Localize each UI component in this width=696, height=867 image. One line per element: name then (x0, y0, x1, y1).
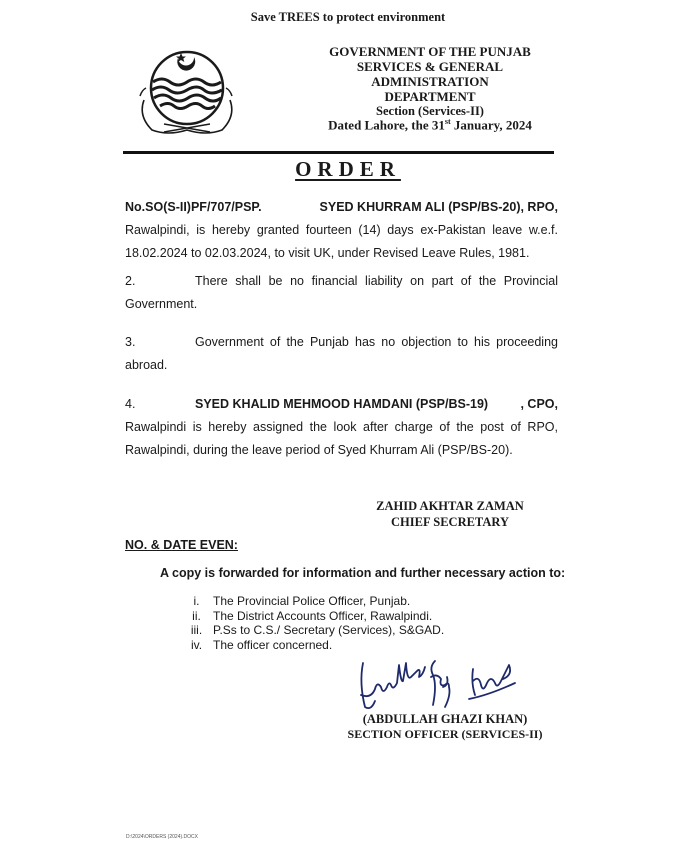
p4-line2: Rawalpindi is hereby assigned the look after charge of the post of RPO, (125, 420, 558, 434)
list-item (180, 594, 444, 609)
p4-line3: Rawalpindi, during the leave period of Syed Khurram Ali (PSP/BS-20). (125, 443, 513, 457)
p3-line1: Government of the Punjab has no objection to his proceeding (195, 335, 558, 349)
list-item-text: The officer concerned. (213, 637, 333, 652)
government-of-punjab-emblem-icon (134, 42, 240, 138)
p3-number: 3. (125, 335, 136, 349)
p1-line3: 18.02.2024 to 02.03.2024, to visit UK, under Revised Leave Rules, 1981. (125, 246, 530, 260)
copy-recipient-list (180, 594, 444, 652)
no-and-date-even: NO. & DATE EVEN: (125, 538, 238, 552)
header-line-department: DEPARTMENT (384, 89, 476, 104)
order-title-text: ORDER (295, 157, 401, 181)
chief-secretary-title: CHIEF SECRETARY (391, 515, 509, 529)
chief-secretary-name: ZAHID AKHTAR ZAMAN (376, 499, 524, 513)
officer-name: SYED KHURRAM ALI (PSP/BS-20) (319, 200, 521, 214)
list-item-numeral: iv. (190, 637, 203, 652)
assigned-officer-name: SYED KHALID MEHMOOD HAMDANI (PSP/BS-19) (195, 397, 489, 411)
p2-line2: Government. (125, 297, 198, 311)
list-item (180, 609, 444, 624)
order-reference-number: No.SO(S-II)PF/707/PSP. (125, 200, 262, 214)
list-item-numeral: iii. (190, 623, 203, 637)
list-item (180, 623, 444, 638)
list-item-text: The Provincial Police Officer, Punjab. (213, 594, 411, 608)
dated-line (300, 117, 560, 133)
dated-prefix: Dated Lahore, the 31 (328, 117, 445, 133)
header-divider (123, 151, 554, 154)
list-item-text: The District Accounts Officer, Rawalpindi. (213, 608, 433, 623)
header-line-department-name: SERVICES & GENERAL ADMINISTRATION (356, 59, 504, 89)
order-title (0, 157, 696, 182)
dated-superscript: st (444, 117, 451, 126)
handwritten-signature-icon (355, 655, 530, 715)
signatory-title: SECTION OFFICER (SERVICES-II) (347, 727, 543, 741)
list-item-numeral: i. (193, 594, 200, 608)
header-line-government: GOVERNMENT OF THE PUNJAB (329, 44, 531, 59)
dated-suffix: January, 2024 (450, 117, 532, 133)
list-item-numeral: ii. (192, 608, 201, 623)
chief-secretary-block (350, 498, 550, 530)
signatory-name: (ABDULLAH GHAZI KHAN) (362, 712, 528, 726)
footer-file-reference: D:\2024\ORDERS (2024).DOCX (126, 834, 198, 840)
paragraph-3 (125, 331, 558, 377)
header-line-section: Section (Services-II) (376, 104, 484, 118)
p4-number: 4. (125, 397, 136, 411)
copy-forwarded-line: A copy is forwarded for information and further necessary action to: (160, 566, 566, 580)
list-item-text: P.Ss to C.S./ Secretary (Services), S&GAD. (213, 623, 445, 637)
p3-line2: abroad. (125, 358, 168, 372)
paragraph-4 (125, 393, 558, 462)
paragraph-2 (125, 270, 558, 316)
list-item (180, 638, 444, 653)
p2-line1: There shall be no financial liability on part of the Provincial (195, 274, 558, 288)
p2-number: 2. (125, 274, 136, 288)
paragraph-1 (125, 196, 558, 265)
department-header (300, 44, 560, 119)
p1-line1-rest: , RPO, (520, 200, 558, 214)
p1-line2: Rawalpindi, is hereby granted fourteen (14) days ex-Pakistan leave w.e.f. (125, 223, 558, 237)
p4-line1-rest: , CPO, (520, 397, 558, 411)
tagline: Save TREES to protect environment (250, 10, 446, 24)
